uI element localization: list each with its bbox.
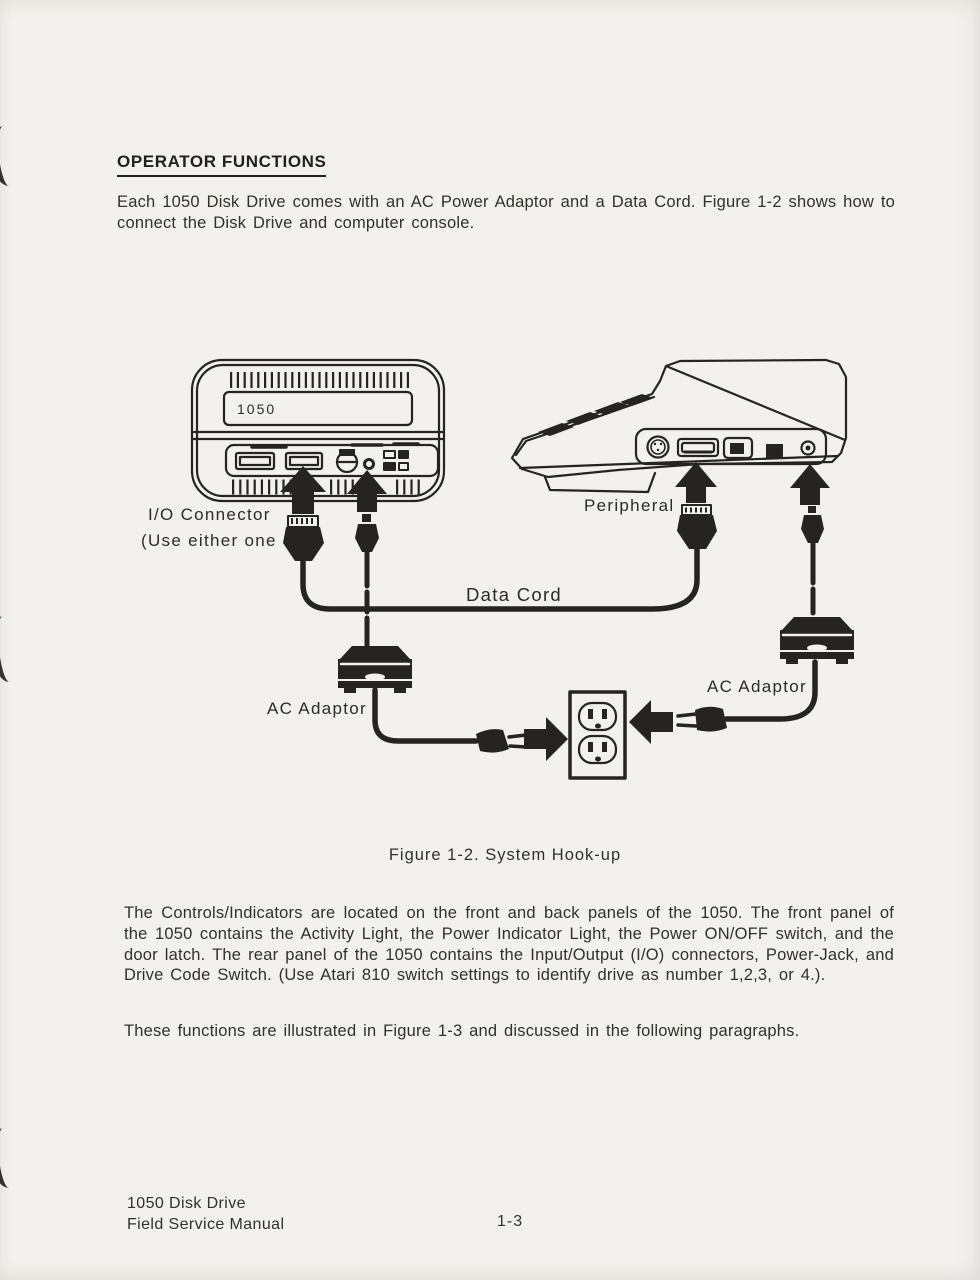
ac-adaptor-right (780, 617, 854, 664)
drive-power-jack (365, 460, 374, 469)
wall-outlet (570, 692, 625, 778)
data-cord-plug-console-end (677, 505, 717, 549)
power-cable-right (801, 506, 824, 617)
io-connector-label-line1: I/O Connector (148, 505, 271, 524)
peripheral-label: Peripheral (584, 496, 675, 515)
drive-io-connector-2 (286, 453, 322, 469)
console-keyboard-keys (538, 394, 654, 436)
section-heading: OPERATOR FUNCTIONS (117, 152, 326, 177)
power-cable-left (355, 514, 379, 646)
ac-adaptor-left-label: AC Adaptor (267, 699, 367, 718)
arrow-to-console-peripheral (675, 462, 717, 503)
console-power-jack (802, 442, 815, 455)
footer-line2: Field Service Manual (127, 1215, 285, 1233)
computer-console-illustration (512, 360, 846, 492)
ac-adaptor-right-label: AC Adaptor (707, 677, 807, 696)
drive-model-label: 1050 (237, 401, 277, 417)
ac-cord-left (375, 690, 476, 741)
page-number: 1-3 (497, 1213, 524, 1230)
console-din-port (648, 437, 669, 458)
drive-code-switches (384, 451, 408, 470)
data-cord-plug-drive-end (283, 516, 324, 561)
figure-caption: Figure 1-2. System Hook-up (388, 846, 622, 864)
arrow-plug-into-outlet-right (629, 700, 673, 744)
console-monitor-port (724, 438, 752, 458)
ac-adaptor-left (338, 646, 412, 693)
footer-manual-title (127, 1194, 284, 1235)
footer-line1: 1050 Disk Drive (127, 1195, 246, 1212)
functions-paragraph: These functions are illustrated in Figure 1-3 and discussed in the following paragraphs. (124, 1022, 800, 1040)
drive-io-connector-1 (236, 453, 274, 469)
ac-plug-right (678, 707, 727, 732)
arrow-to-drive-io (280, 466, 326, 514)
console-peripheral-port (678, 439, 718, 456)
arrow-to-console-power (790, 464, 830, 505)
data-cord-label: Data Cord (466, 584, 563, 605)
intro-paragraph: Each 1050 Disk Drive comes with an AC Power Adaptor and a Data Cord. Figure 1-2 shows how to connect the Disk Drive and computer console. (117, 193, 895, 232)
console-switch-port (766, 444, 783, 458)
controls-indicators-paragraph: The Controls/Indicators are located on the front and back panels of the 1050. The front panel of the 1050 contains the Activity Light, the Power Indicator Light, the Power ON/OFF switch, and the door latch. The rear panel of the 1050 contains the Input/Output (I/O) connectors, Power-Jack, and Drive Code Switch. (Use Atari 810 switch settings to identify drive as number 1,2,3, or 4.). (124, 904, 894, 985)
ac-plug-left (476, 729, 526, 753)
io-connector-label-line2: (Use either one (141, 531, 277, 550)
drive-code-switch-dial (337, 449, 357, 472)
arrow-plug-into-outlet-left (524, 717, 568, 761)
disk-drive-illustration (192, 360, 444, 501)
